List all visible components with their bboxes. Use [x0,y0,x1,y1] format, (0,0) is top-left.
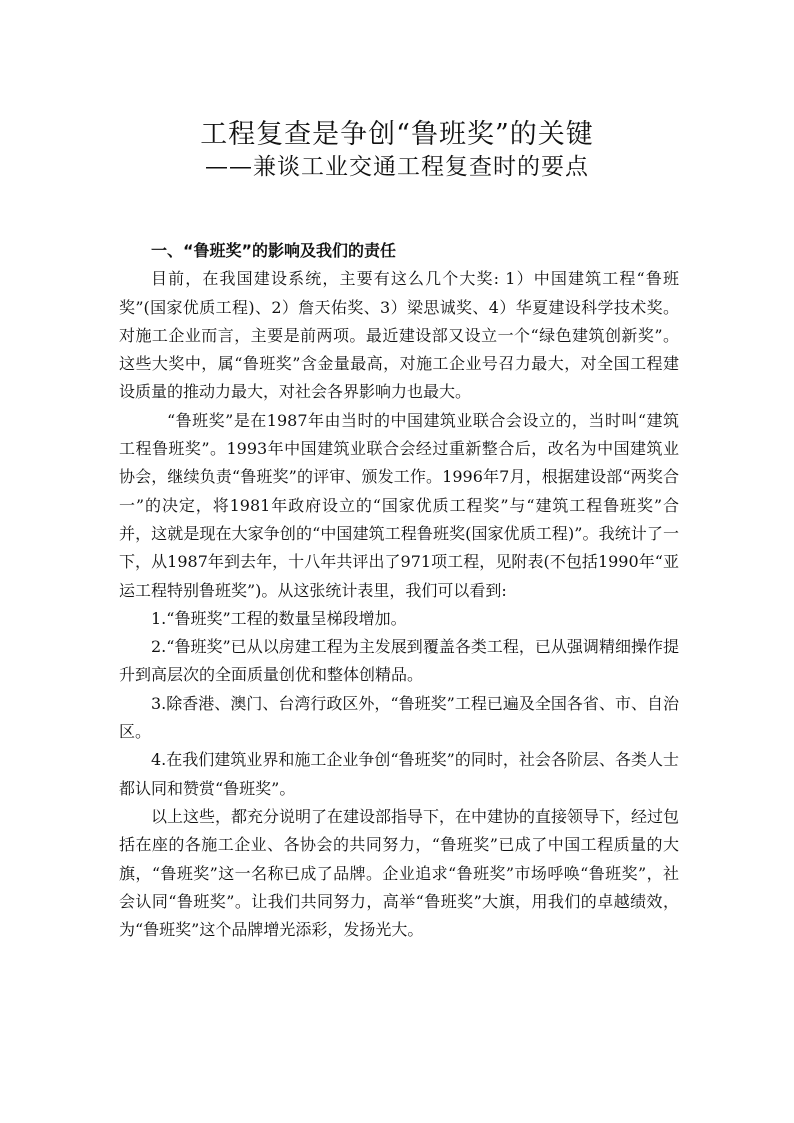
paragraph-history: “鲁班奖”是在1987年由当时的中国建筑业联合会设立的，当时叫“建筑工程鲁班奖”。1993年中国建筑业联合会经过重新整合后，改名为中国建筑业协会，继续负责“鲁班奖”的评审、颁发工作。1996年7月，根据建设部“两奖合一”的决定，将1981年政府设立的“国家优质工程奖”与“建筑工程鲁班奖”合并，这就是现在大家争创的“中国建筑工程鲁班奖(国家优质工程)”。我统计了一下，从1987年到去年，十八年共评出了971项工程，见附表(不包括1990年“亚运工程特别鲁班奖”)。从这张统计表里，我们可以看到: [119,410,679,600]
title-block [0,118,794,182]
list-item-3: 3.除香港、澳门、台湾行政区外，“鲁班奖”工程已遍及全国各省、市、自治区。 [119,693,679,742]
document-subtitle: ——兼谈工业交通工程复查时的要点 [205,154,589,180]
paragraph-conclusion: 以上这些，都充分说明了在建设部指导下，在中建协的直接领导下，经过包括在座的各施工企业、各协会的共同努力，“鲁班奖”已成了中国工程质量的大旗，“鲁班奖”这一名称已成了品牌。企业追求“鲁班奖”市场呼唤“鲁班奖”，社会认同“鲁班奖”。让我们共同努力，高举“鲁班奖”大旗，用我们的卓越绩效，为“鲁班奖”这个品牌增光添彩，发扬光大。 [119,806,680,940]
list-item-4: 4.在我们建筑业界和施工企业争创“鲁班奖”的同时，社会各阶层、各类人士都认同和赞赏“鲁班奖”。 [119,750,679,798]
section-heading: 一、“鲁班奖”的影响及我们的责任 [151,241,397,260]
list-item-1: 1.“鲁班奖”工程的数量呈梯段增加。 [151,608,407,628]
list-item-2: 2.“鲁班奖”已从以房建工程为主发展到覆盖各类工程，已从强调精细操作提升到高层次的全面质量创优和整体创精品。 [119,637,679,685]
document-body [119,237,679,944]
document-title: 工程复查是争创“鲁班奖”的关键 [200,119,594,150]
paragraph-intro: 目前，在我国建设系统，主要有这么几个大奖: 1）中国建筑工程“鲁班奖”(国家优质工程)、2）詹天佑奖、3）梁思诚奖、4）华夏建设科学技术奖。对施工企业而言，主要是前两项。最近建设部又设立一个“绿色建筑创新奖”。这些大奖中，属“鲁班奖”含金量最高，对施工企业号召力最大，对全国工程建设质量的推动力最大，对社会各界影响力也最大。 [119,269,679,402]
